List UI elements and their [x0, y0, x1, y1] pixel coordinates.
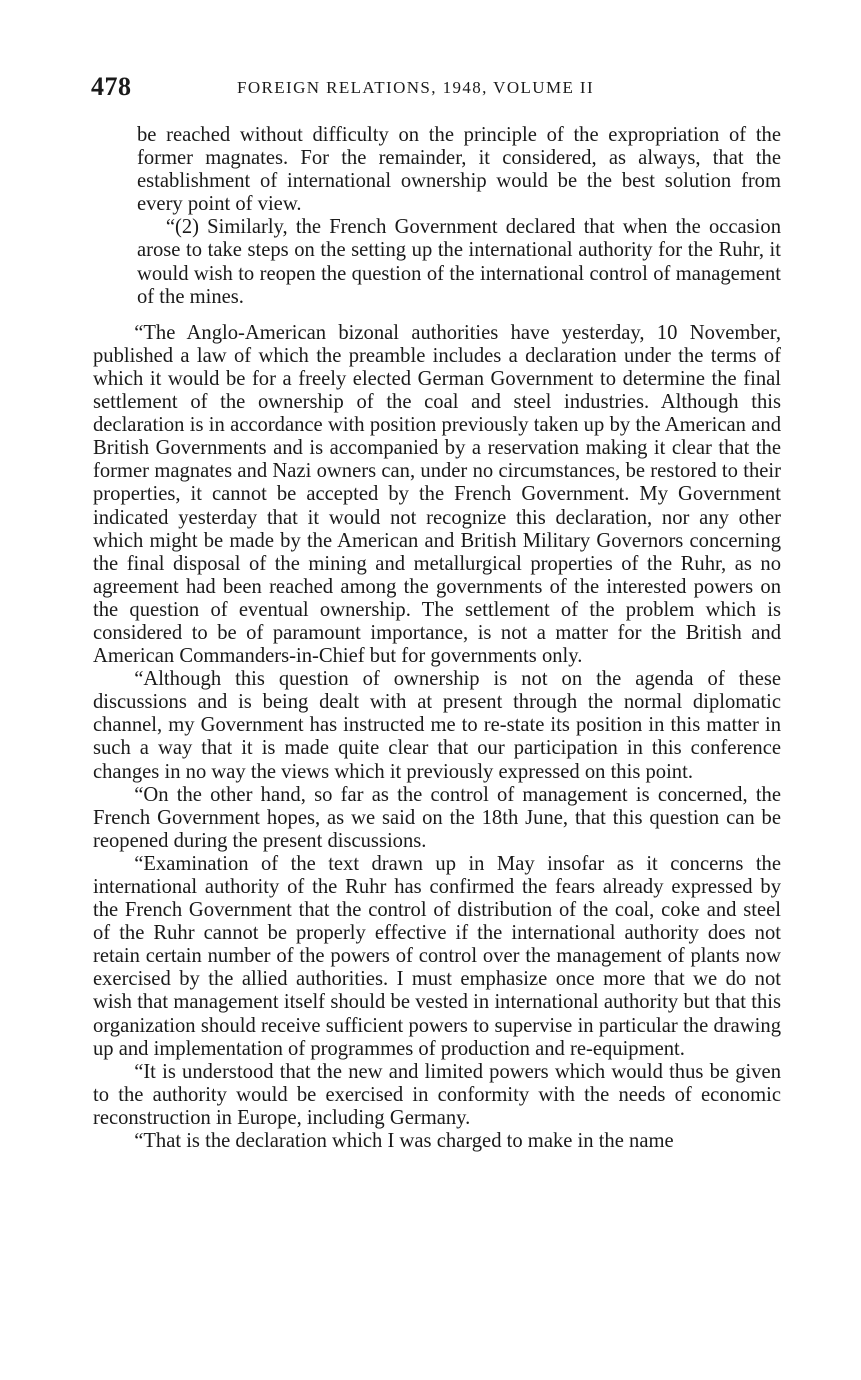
paragraph-declaration-closing: “That is the declaration which I was charged to make in the name: [134, 1130, 674, 1153]
paragraph-item-2: “(2) Similarly, the French Government declared that when the occasion arose to take steps on the setting up the international authority for the Ruhr, it would wish to reopen the question of the international control of management of the mines.: [137, 216, 781, 308]
page-number: 478: [91, 72, 132, 101]
paragraph-examination-text: “Examination of the text drawn up in May insofar as it concerns the international authority of the Ruhr has confirmed the fears already expressed by the French Government that the control of distribution of the coal, coke and steel of the Ruhr cannot be properly effective if the international authority does not retain certain number of the powers of control over the management of plants now exercised by the allied authorities. I must emphasize once more that we do not wish that management itself should be vested in international authority but that this organization should receive sufficient powers to supervise in particular the drawing up and implementation of programmes of production and re-equipment.: [93, 852, 781, 1060]
paragraph-continued: be reached without difficulty on the principle of the expropriation of the former magnates. For the remainder, it considered, as always, that the establishment of international ownership would be the best solution from every point of view.: [137, 124, 781, 216]
paragraph-bizonal-law: “The Anglo-American bizonal authorities have yesterday, 10 November, published a law of which the preamble includes a declaration under the terms of which it would be for a freely elected German Government to determine the final settlement of the ownership of the coal and steel industries. Although this declaration is in accordance with position previously taken up by the American and British Governments and is accompanied by a reservation making it clear that the former magnates and Nazi owners can, under no circumstances, be restored to their properties, it cannot be accepted by the French Government. My Government indicated yesterday that it would not recognize this declaration, nor any other which might be made by the American and British Military Governors concerning the final disposal of the mining and metallurgical properties of the Ruhr, as no agreement had been reached among the governments of the interested powers on the question of eventual ownership. The settlement of the problem which is considered to be of paramount importance, is not a matter for the British and American Commanders-in-Chief but for governments only.: [93, 321, 781, 668]
body-text: [93, 124, 781, 1153]
running-title: FOREIGN RELATIONS, 1948, VOLUME II: [237, 78, 595, 97]
page-header: [91, 72, 781, 108]
paragraph-control-management: “On the other hand, so far as the control of management is concerned, the French Government hopes, as we said on the 18th June, that this question can be reopened during the present discussions.: [93, 783, 781, 852]
paragraph-ownership-agenda: “Although this question of ownership is not on the agenda of these discussions and is being dealt with at present through the normal diplomatic channel, my Government has instructed me to re-state its position in this matter in such a way that it is made quite clear that our participation in this conference changes in no way the views which it previously expressed on this point.: [93, 668, 781, 783]
paragraph-new-powers: “It is understood that the new and limited powers which would thus be given to the authority would be exercised in conformity with the needs of economic reconstruction in Europe, including Germany.: [93, 1060, 781, 1129]
